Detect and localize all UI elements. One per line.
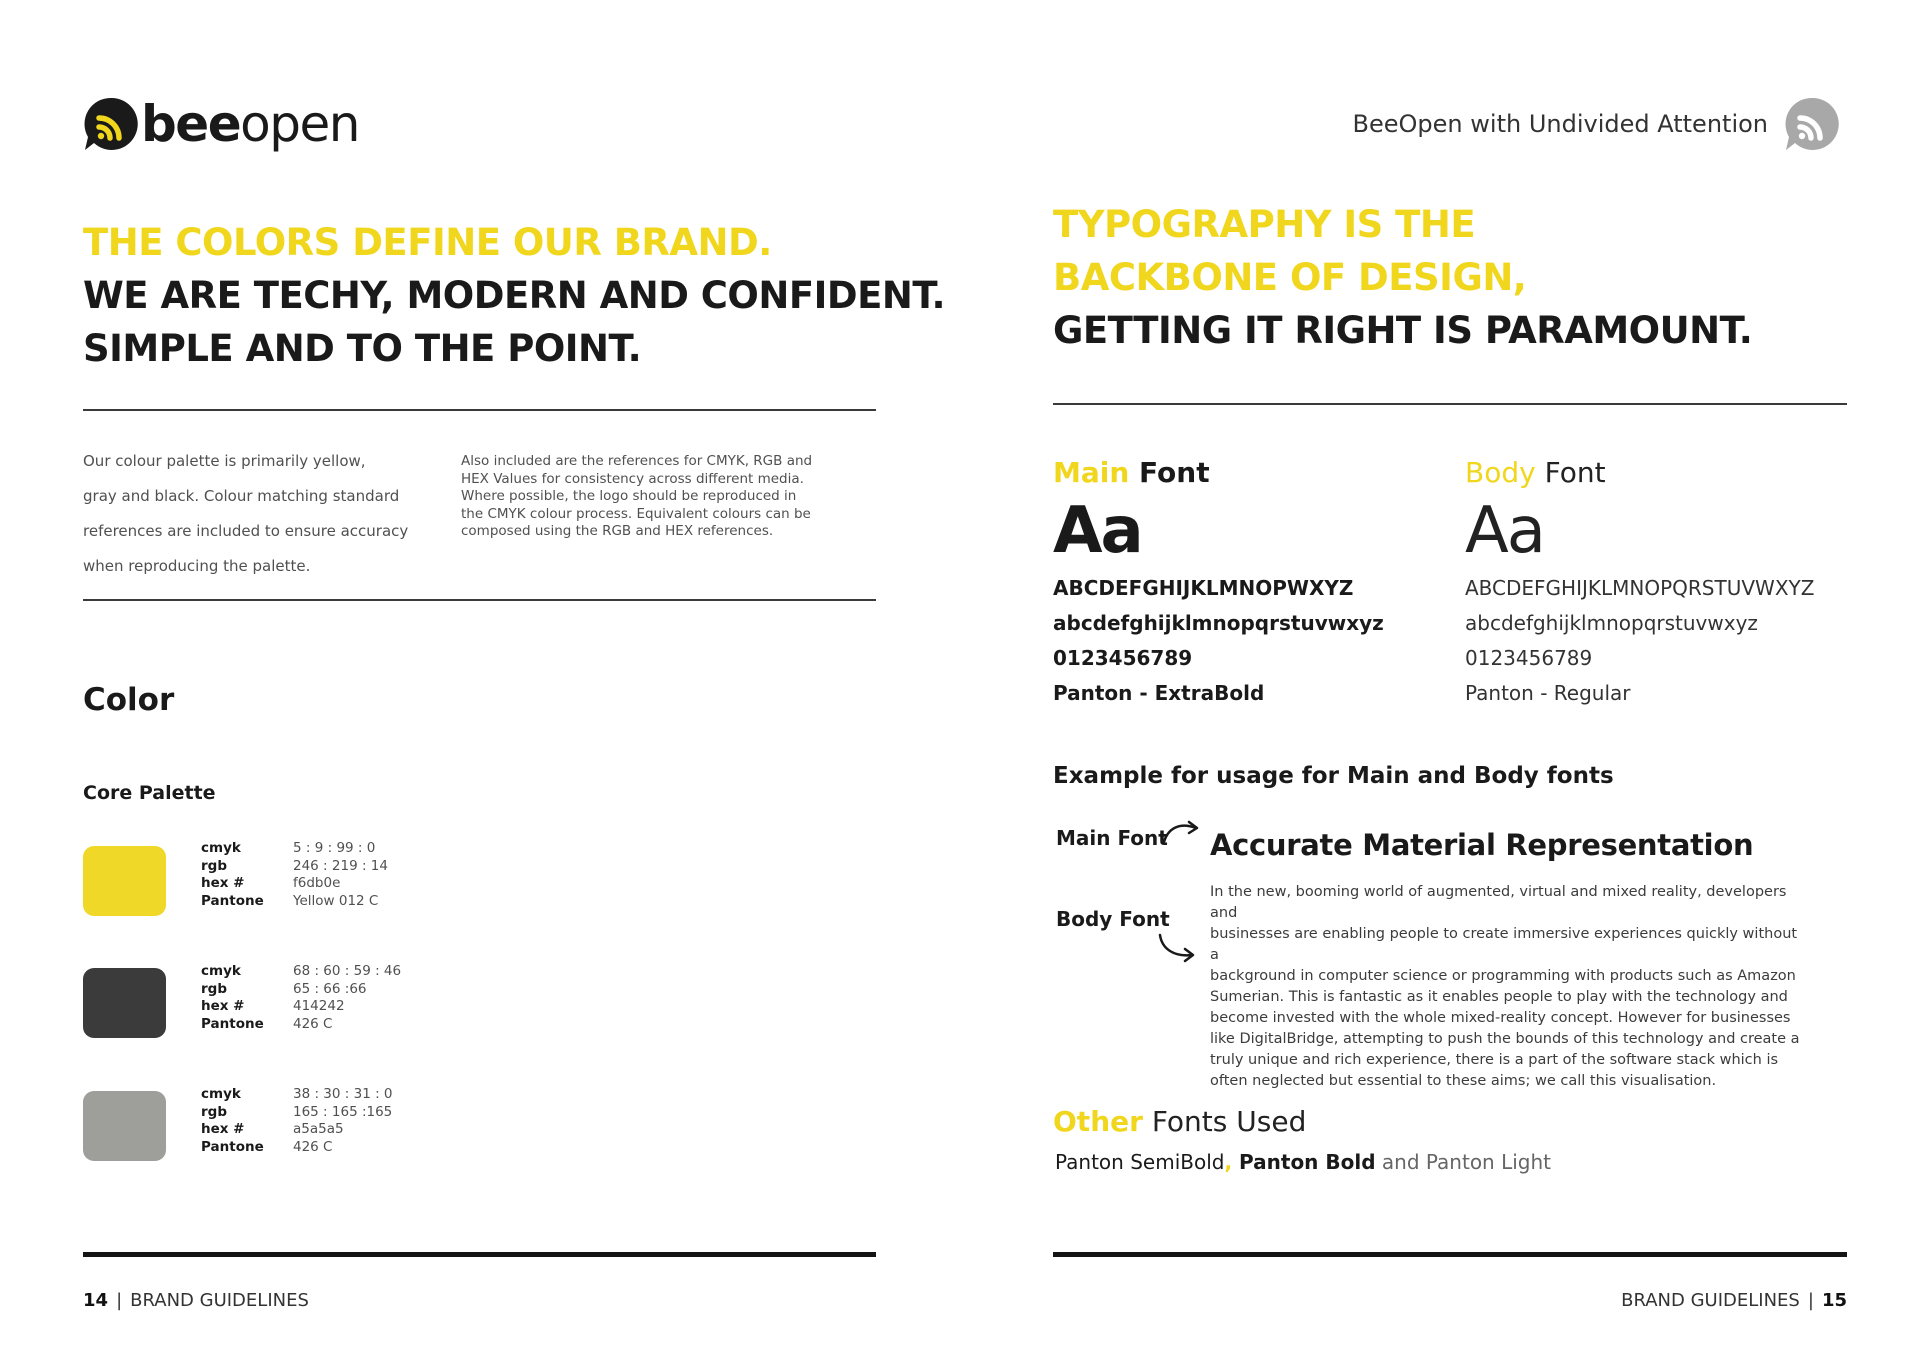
spec-value: a5a5a5 <box>293 1121 344 1138</box>
intro-col2 <box>461 453 841 541</box>
main-font-name: Panton - ExtraBold <box>1053 681 1265 705</box>
spec-value: 5 : 9 : 99 : 0 <box>293 840 376 856</box>
typography-headline-line2: BACKBONE OF DESIGN, <box>1053 256 1527 299</box>
spec-value: 165 : 165 :165 <box>293 1103 393 1120</box>
example-label-main: Main Font <box>1056 826 1168 850</box>
spec-value: f6db0e <box>293 875 341 892</box>
intro-col2-line: composed using the RGB and HEX references. <box>461 523 774 539</box>
tagline-block <box>1340 96 1840 152</box>
example-body-line: like DigitalBridge, attempting to push the bounds of this technology and create a <box>1210 1031 1800 1047</box>
spec-row-cmyk <box>201 1086 393 1104</box>
intro-col2-line: the CMYK colour process. Equivalent colours can be <box>461 505 811 522</box>
spec-row-cmyk <box>201 963 401 981</box>
example-body-line: truly unique and rich experience, there is a part of the software stack which is <box>1210 1052 1779 1068</box>
spec-label: hex # <box>201 998 245 1015</box>
speech-bubble-icon <box>1784 96 1840 152</box>
swatch-yellow <box>83 846 166 916</box>
swatch-dark-gray-specs <box>201 963 401 1033</box>
curved-arrow-body-icon <box>1156 931 1200 965</box>
spec-row-rgb <box>201 858 388 876</box>
swatch-dark-gray <box>83 968 166 1038</box>
tagline: BeeOpen with Undivided Attention <box>1352 110 1768 138</box>
intro-col1-line: references are included to ensure accuracy <box>83 522 409 540</box>
main-font-title-accent: Main <box>1053 456 1130 489</box>
spec-label: hex # <box>201 875 245 892</box>
intro-col1 <box>83 444 423 584</box>
footer-rule-left <box>83 1252 876 1257</box>
example-body-line: In the new, booming world of augmented, virtual and mixed reality, developers and <box>1210 884 1787 921</box>
swatch-yellow-specs <box>201 840 388 910</box>
footer-rule-right <box>1053 1252 1847 1257</box>
color-section-title: Color <box>83 682 175 718</box>
spec-row-cmyk <box>201 840 388 858</box>
main-font-specimen <box>1053 455 1384 711</box>
other-fonts-title-accent: Other <box>1053 1105 1143 1138</box>
beeopen-logo-icon <box>83 96 139 152</box>
main-font-lowercase: abcdefghijklmnopqrstuvwxyz <box>1053 611 1384 635</box>
intro-col2-line: Where possible, the logo should be reproduced in <box>461 488 797 504</box>
main-font-uppercase: ABCDEFGHIJKLMNOPWXYZ <box>1053 576 1354 600</box>
spec-value: 65 : 66 :66 <box>293 980 367 997</box>
example-heading: Accurate Material Representation <box>1210 828 1754 862</box>
colors-headline-line1: THE COLORS DEFINE OUR BRAND. <box>83 221 772 264</box>
intro-col2-line: Also included are the references for CMYK, RGB and <box>461 453 813 469</box>
core-palette-title: Core Palette <box>83 782 216 804</box>
spec-row-pantone <box>201 1016 401 1034</box>
spec-value: Yellow 012 C <box>293 892 379 909</box>
body-font-uppercase: ABCDEFGHIJKLMNOPQRSTUVWXYZ <box>1465 576 1815 600</box>
body-font-sample: Aa <box>1465 494 1544 568</box>
body-font-digits: 0123456789 <box>1465 646 1593 670</box>
spec-value: 38 : 30 : 31 : 0 <box>293 1086 393 1102</box>
curved-arrow-main-icon <box>1160 818 1204 848</box>
spec-label: cmyk <box>201 963 241 979</box>
other-font-comma: , <box>1224 1150 1233 1174</box>
body-font-title-rest: Font <box>1535 456 1606 489</box>
spec-label: cmyk <box>201 1086 241 1102</box>
colors-headline-line3: SIMPLE AND TO THE POINT. <box>83 327 642 370</box>
page-number: 14 <box>83 1290 109 1311</box>
spec-row-hex <box>201 998 401 1016</box>
spec-value: 68 : 60 : 59 : 46 <box>293 963 402 979</box>
other-fonts-list <box>1055 1148 1551 1176</box>
divider-mid-left <box>83 599 876 601</box>
footer-left: 14 | BRAND GUIDELINES <box>83 1290 309 1311</box>
spec-row-hex <box>201 875 388 893</box>
main-font-title-rest: Font <box>1129 456 1210 489</box>
body-font-lowercase: abcdefghijklmnopqrstuvwxyz <box>1465 611 1758 635</box>
swatch-light-gray <box>83 1091 166 1161</box>
intro-col1-line: when reproducing the palette. <box>83 557 311 575</box>
example-body-line: Sumerian. This is fantastic as it enables people to play with the technology and <box>1210 989 1788 1005</box>
body-font-title-accent: Body <box>1465 456 1536 489</box>
example-body-line: become invested with the whole mixed-reality concept. However for businesses <box>1210 1010 1791 1026</box>
example-body-text <box>1210 882 1810 1092</box>
main-font-digits: 0123456789 <box>1053 646 1193 670</box>
other-fonts-title-rest: Fonts Used <box>1142 1105 1307 1138</box>
spec-row-hex <box>201 1121 393 1139</box>
main-font-title <box>1053 455 1384 491</box>
spec-value: 414242 <box>293 998 345 1015</box>
example-label-body: Body Font <box>1056 907 1170 931</box>
typography-headline <box>1053 198 1752 357</box>
spec-label: cmyk <box>201 840 241 856</box>
spec-label: rgb <box>201 857 227 874</box>
colors-headline <box>83 216 945 375</box>
spec-row-rgb <box>201 1104 393 1122</box>
page-number: 15 <box>1821 1290 1847 1311</box>
brand-wordmark-light: open <box>240 95 359 153</box>
divider-top-right <box>1053 403 1847 405</box>
swatch-light-gray-specs <box>201 1086 393 1156</box>
footer-right: BRAND GUIDELINES | 15 <box>1621 1290 1847 1311</box>
example-title: Example for usage for Main and Body fonts <box>1053 763 1614 789</box>
main-font-sample: Aa <box>1053 494 1142 568</box>
spec-label: Pantone <box>201 1138 264 1155</box>
colors-headline-line2: WE ARE TECHY, MODERN AND CONFIDENT. <box>83 274 946 317</box>
brand-logo <box>83 94 359 154</box>
spec-value: 246 : 219 : 14 <box>293 857 388 874</box>
example-body-line: often neglected but essential to these aims; we call this visualisation. <box>1210 1073 1717 1089</box>
spec-row-pantone <box>201 893 388 911</box>
spec-value: 426 C <box>293 1138 333 1155</box>
other-font-bold: Panton Bold <box>1232 1150 1376 1174</box>
spec-label: rgb <box>201 1103 227 1120</box>
spec-value: 426 C <box>293 1015 333 1032</box>
spec-label: rgb <box>201 980 227 997</box>
footer-label: BRAND GUIDELINES <box>130 1290 309 1311</box>
intro-col1-line: gray and black. Colour matching standard <box>83 487 400 505</box>
spec-label: Pantone <box>201 1015 264 1032</box>
brand-wordmark-bold: bee <box>141 95 241 153</box>
typography-headline-line3: GETTING IT RIGHT IS PARAMOUNT. <box>1053 309 1753 352</box>
intro-col1-line: Our colour palette is primarily yellow, <box>83 452 366 470</box>
brand-wordmark <box>141 96 359 152</box>
other-fonts-title <box>1053 1104 1306 1140</box>
body-font-specimen <box>1465 455 1814 711</box>
intro-col2-line: HEX Values for consistency across different media. <box>461 470 804 487</box>
footer-label: BRAND GUIDELINES <box>1621 1290 1800 1311</box>
body-font-name: Panton - Regular <box>1465 681 1631 705</box>
other-font-rest: and Panton Light <box>1375 1150 1552 1174</box>
spec-label: hex # <box>201 1121 245 1138</box>
body-font-title <box>1465 455 1814 491</box>
example-body-line: businesses are enabling people to create immersive experiences quickly without a <box>1210 926 1798 963</box>
other-font-semibold: Panton SemiBold <box>1055 1150 1225 1174</box>
typography-headline-line1: TYPOGRAPHY IS THE <box>1053 203 1476 246</box>
spec-label: Pantone <box>201 892 264 909</box>
example-body-line: background in computer science or programming with products such as Amazon <box>1210 968 1796 984</box>
divider-top-left <box>83 409 876 411</box>
spec-row-rgb <box>201 981 401 999</box>
spec-row-pantone <box>201 1139 393 1157</box>
